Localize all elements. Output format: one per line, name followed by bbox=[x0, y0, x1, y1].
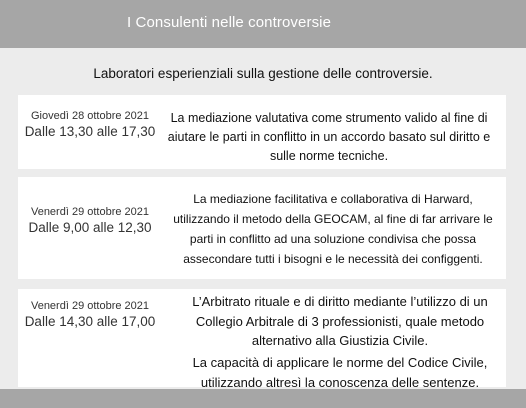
session-description-extra: La capacità di applicare le norme del Codice Civile, utilizzando altresì la conoscenza delle sentenze. bbox=[192, 355, 488, 390]
footer-bar bbox=[0, 389, 526, 408]
session-date bbox=[20, 205, 160, 236]
session-time: Dalle 13,30 alle 17,30 bbox=[24, 124, 156, 139]
session-card-2 bbox=[18, 177, 506, 279]
page-title: I Consulenti nelle controversie bbox=[127, 14, 332, 31]
session-description: La mediazione valutativa come strumento valido al fine di aiutare le parti in conflitto in un accordo basato sul diritto e sulle norme tecniche. bbox=[167, 111, 491, 163]
session-card-1 bbox=[18, 95, 506, 169]
session-date bbox=[20, 299, 160, 330]
session-description: La mediazione facilitativa e collaborativa di Harward, utilizzando il metodo della GEOCAM, al fine di far arrivare le parti in conflitto ad una soluzione condivisa che possa assecondare tutti i bisogni e le necessità dei configgenti. bbox=[173, 192, 493, 266]
header-bar bbox=[0, 0, 526, 48]
session-day: Giovedì 28 ottobre 2021 bbox=[30, 110, 150, 122]
session-day: Venerdì 29 ottobre 2021 bbox=[30, 300, 150, 312]
session-card-3 bbox=[18, 289, 506, 390]
subtitle: Laboratori esperienziali sulla gestione delle controversie. bbox=[93, 66, 433, 81]
session-time: Dalle 9,00 alle 12,30 bbox=[28, 220, 152, 235]
session-day: Venerdì 29 ottobre 2021 bbox=[30, 206, 150, 218]
session-time: Dalle 14,30 alle 17,00 bbox=[24, 314, 156, 329]
session-description: L’Arbitrato rituale e di diritto mediante l’utilizzo di un Collegio Arbitrale di 3 professionisti, quale metodo alternativo alla Giustizia Civile. bbox=[192, 294, 488, 348]
session-date bbox=[20, 109, 160, 140]
